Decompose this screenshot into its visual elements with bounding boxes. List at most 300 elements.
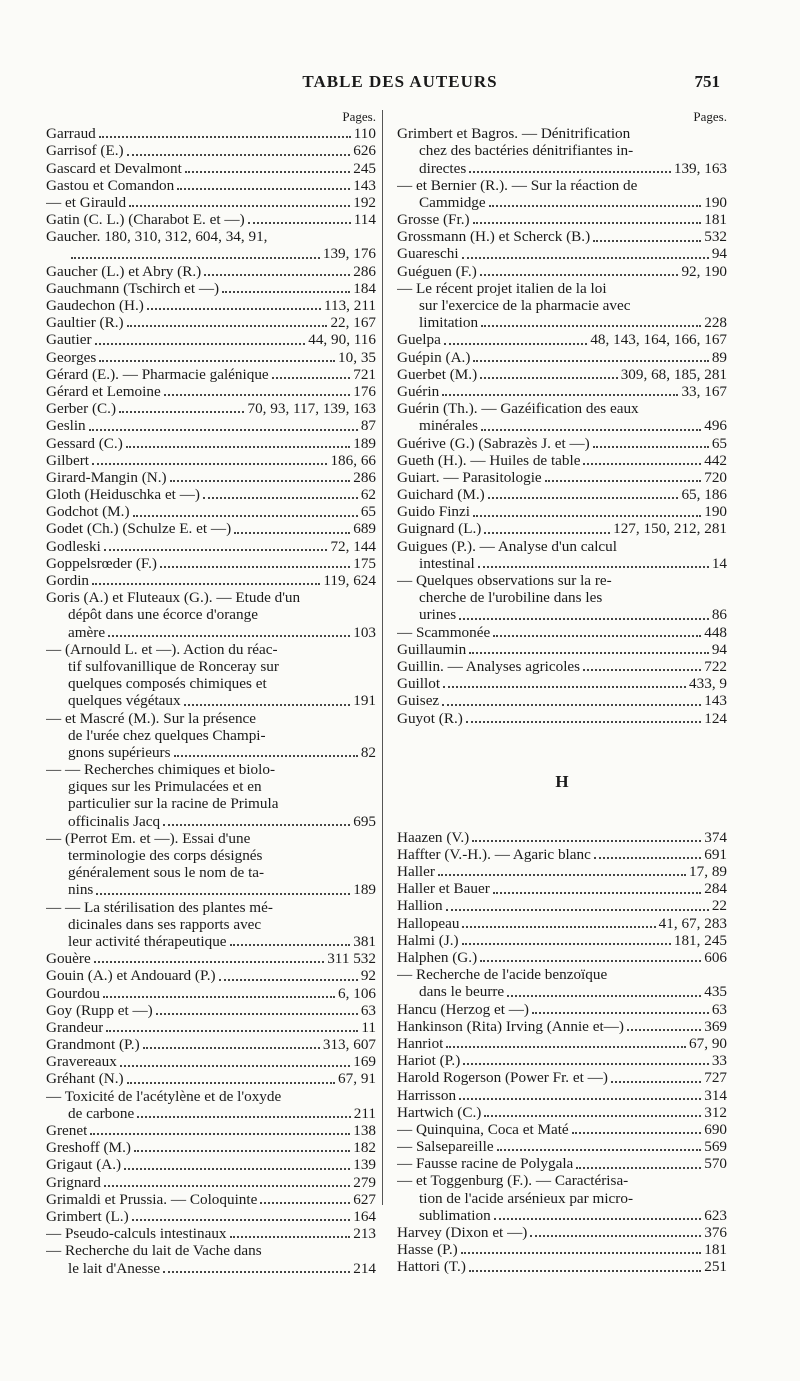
- index-entry: [397, 331, 727, 348]
- dot-leader: [71, 257, 320, 259]
- entry-text: Gastou et Comandon: [46, 176, 175, 194]
- dot-leader: [184, 704, 351, 706]
- entry-text: Guignard (L.): [397, 520, 482, 538]
- index-entry: [46, 1260, 376, 1277]
- index-entry: [46, 142, 376, 159]
- entry-pages: 313, 607: [322, 1036, 376, 1054]
- index-entry: [46, 297, 376, 314]
- index-entry: [397, 228, 727, 245]
- entry-text: Guigues (P.). — Analyse d'un calcul: [397, 537, 617, 555]
- dot-leader: [89, 429, 358, 431]
- entry-pages: 189: [353, 434, 376, 452]
- index-entry: [46, 606, 376, 623]
- entry-text: — et Mascré (M.). Sur la présence: [46, 709, 257, 727]
- index-entry: [397, 1104, 727, 1121]
- entry-text: — (Arnould L. et —). Action du réac-: [46, 640, 278, 658]
- dot-leader: [164, 394, 351, 396]
- entry-text: dans le beurre: [419, 983, 505, 1001]
- index-entry: [397, 898, 727, 915]
- entry-pages: 448: [704, 623, 727, 641]
- entry-pages: 114: [353, 211, 376, 229]
- index-entry: [46, 1225, 376, 1242]
- entry-pages: 63: [360, 1001, 376, 1019]
- entry-text: Gerber (C.): [46, 400, 116, 418]
- index-entry: [397, 1241, 727, 1258]
- dot-leader: [507, 995, 701, 997]
- entry-text: intestinal: [419, 554, 475, 572]
- index-entry: [397, 692, 727, 709]
- index-entry: [46, 538, 376, 555]
- index-entry: [46, 435, 376, 452]
- entry-text: — Recherche du lait de Vache dans: [46, 1242, 262, 1260]
- entry-pages: 722: [704, 658, 727, 675]
- entry-text: Gascard et Devalmont: [46, 159, 182, 177]
- dot-leader: [203, 497, 358, 499]
- entry-pages: 94: [711, 245, 727, 263]
- entry-text: Halmi (J.): [397, 931, 459, 949]
- index-entry: [46, 813, 376, 830]
- entry-pages: 33: [711, 1052, 727, 1070]
- dot-leader: [478, 566, 709, 568]
- index-entry: [397, 1069, 727, 1086]
- entry-text: Halphen (G.): [397, 949, 478, 967]
- entry-text: Harold Rogerson (Power Fr. et —): [397, 1069, 608, 1087]
- entry-pages: 181: [704, 1241, 727, 1259]
- running-title: TABLE DES AUTEURS: [302, 72, 498, 91]
- entry-pages: 103: [353, 623, 376, 641]
- dot-leader: [127, 154, 351, 156]
- entry-pages: 62: [360, 486, 376, 504]
- index-entry: [46, 744, 376, 761]
- index-entry: [397, 538, 727, 555]
- index-entry: [397, 314, 727, 331]
- entry-text: Gauchmann (Tschirch et —): [46, 279, 220, 297]
- index-entry: [397, 400, 727, 417]
- index-entry: [397, 1035, 727, 1052]
- index-entry: [397, 658, 727, 675]
- entry-text: Guillaumin: [397, 640, 467, 658]
- entry-text: Guiart. — Parasitologie: [397, 468, 542, 486]
- entry-text: particulier sur la racine de Primula: [68, 795, 279, 813]
- dot-leader: [120, 1065, 350, 1067]
- index-entry: [397, 1190, 727, 1207]
- dot-leader: [480, 377, 618, 379]
- dot-leader: [147, 308, 321, 310]
- entry-pages: 41, 67, 283: [658, 914, 727, 932]
- index-entry: [46, 314, 376, 331]
- dot-leader: [493, 892, 701, 894]
- column-divider: [382, 110, 383, 1205]
- entry-text: Gautier: [46, 331, 92, 349]
- entry-text: Gessard (C.): [46, 434, 123, 452]
- index-entry: [46, 555, 376, 572]
- dot-leader: [96, 893, 350, 895]
- dot-leader: [92, 463, 327, 465]
- dot-leader: [480, 274, 679, 276]
- index-entry: [46, 331, 376, 348]
- dot-leader: [572, 1132, 702, 1134]
- index-entry: [397, 263, 727, 280]
- dot-leader: [185, 171, 350, 173]
- entry-pages: 138: [353, 1122, 376, 1140]
- index-entry: [397, 624, 727, 641]
- index-entry: [46, 1053, 376, 1070]
- entry-text: Hariot (P.): [397, 1052, 461, 1070]
- dot-leader: [480, 960, 701, 962]
- index-entry: [397, 349, 727, 366]
- entry-pages: 124: [704, 709, 727, 727]
- index-entry: [46, 864, 376, 881]
- entry-pages: 689: [353, 520, 376, 538]
- index-entry: [397, 675, 727, 692]
- entry-text: Grignard: [46, 1173, 101, 1191]
- entry-text: — Fausse racine de Polygala: [397, 1155, 574, 1173]
- index-entry: [397, 1207, 727, 1224]
- index-entry: [46, 796, 376, 813]
- dot-leader: [469, 1270, 701, 1272]
- entry-text: — Quelques observations sur la re-: [397, 572, 612, 590]
- index-entry: [46, 160, 376, 177]
- entry-text: Grimaldi et Prussia. — Coloquinte: [46, 1190, 258, 1208]
- entry-pages: 279: [353, 1173, 376, 1191]
- entry-pages: 63: [711, 1000, 727, 1018]
- entry-pages: 532: [704, 228, 727, 246]
- dot-leader: [442, 704, 701, 706]
- entry-pages: 381: [353, 933, 376, 950]
- entry-pages: 435: [704, 983, 727, 1001]
- index-entry: [46, 830, 376, 847]
- entry-text: Guyot (R.): [397, 709, 463, 727]
- index-entry: [46, 503, 376, 520]
- index-entry: [397, 915, 727, 932]
- entry-text: — Le récent projet italien de la loi: [397, 279, 607, 297]
- entry-pages: 92: [360, 967, 376, 985]
- entry-pages: 44, 90, 116: [308, 331, 376, 349]
- author-list-right-g: [397, 125, 727, 727]
- entry-text: Gueth (H.). — Huiles de table: [397, 451, 581, 469]
- entry-text: Gaucher. 180, 310, 312, 604, 34, 91,: [46, 228, 268, 246]
- index-entry: [46, 125, 376, 142]
- entry-text: Grandeur: [46, 1018, 104, 1036]
- dot-leader: [230, 1236, 351, 1238]
- dot-leader: [493, 635, 701, 637]
- dot-leader: [174, 755, 358, 757]
- dot-leader: [127, 325, 328, 327]
- entry-pages: 181: [704, 211, 727, 229]
- entry-text: Guido Finzi: [397, 503, 470, 521]
- entry-pages: 6, 106: [338, 984, 376, 1002]
- index-entry: [397, 366, 727, 383]
- dot-leader: [627, 1029, 701, 1031]
- entry-text: Grigaut (A.): [46, 1156, 122, 1174]
- entry-text: Guelpa: [397, 331, 441, 349]
- dot-leader: [444, 343, 587, 345]
- entry-pages: 721: [353, 365, 376, 383]
- index-entry: [46, 1088, 376, 1105]
- entry-text: Greshoff (M.): [46, 1139, 131, 1157]
- entry-text: généralement sous le nom de ta-: [68, 864, 265, 882]
- index-entry: [397, 521, 727, 538]
- entry-pages: 48, 143, 164, 166, 167: [590, 331, 727, 349]
- entry-pages: 214: [353, 1259, 376, 1277]
- index-entry: [397, 383, 727, 400]
- entry-pages: 314: [704, 1086, 727, 1104]
- entry-pages: 92, 190: [681, 262, 727, 280]
- entry-text: Gaucher (L.) et Abry (R.): [46, 262, 202, 280]
- entry-text: dépôt dans une écorce d'orange: [68, 606, 258, 624]
- entry-pages: 143: [704, 692, 727, 710]
- entry-pages: 695: [353, 812, 376, 830]
- index-entry: [46, 383, 376, 400]
- dot-leader: [129, 205, 350, 207]
- dot-leader: [481, 325, 701, 327]
- entry-pages: 286: [353, 262, 376, 280]
- entry-pages: 309, 68, 185, 281: [620, 365, 727, 383]
- left-column: [46, 108, 376, 1277]
- dot-leader: [530, 1235, 701, 1237]
- entry-text: Gaultier (R.): [46, 314, 124, 332]
- dot-leader: [156, 1013, 358, 1015]
- entry-pages: 22: [711, 897, 727, 915]
- dot-leader: [92, 583, 320, 585]
- entry-text: Guéguen (F.): [397, 262, 477, 280]
- entry-pages: 89: [711, 348, 727, 366]
- index-entry: [46, 916, 376, 933]
- entry-pages: 17, 89: [689, 863, 727, 881]
- entry-pages: 369: [704, 1017, 727, 1035]
- dot-leader: [473, 515, 701, 517]
- index-entry: [46, 177, 376, 194]
- index-entry: [46, 1019, 376, 1036]
- index-entry: [397, 983, 727, 1000]
- entry-pages: 139, 176: [322, 245, 376, 263]
- entry-pages: 65, 186: [681, 486, 727, 504]
- entry-text: Hattori (T.): [397, 1258, 466, 1276]
- entry-pages: 169: [353, 1053, 376, 1071]
- index-entry: [397, 452, 727, 469]
- dot-leader: [472, 840, 701, 842]
- author-list-right-h: [397, 829, 727, 1276]
- dot-leader: [481, 429, 701, 431]
- dot-leader: [489, 205, 702, 207]
- index-entry: [397, 142, 727, 159]
- dot-leader: [442, 394, 678, 396]
- dot-leader: [103, 996, 335, 998]
- entry-text: de l'urée chez quelques Champi-: [68, 726, 266, 744]
- index-entry: [397, 1173, 727, 1190]
- entry-pages: 86: [711, 606, 727, 624]
- dot-leader: [104, 549, 328, 551]
- entry-pages: 11: [361, 1018, 376, 1036]
- entry-text: Gréhant (N.): [46, 1070, 124, 1088]
- entry-pages: 110: [353, 125, 376, 143]
- dot-leader: [160, 566, 350, 568]
- index-entry: [397, 880, 727, 897]
- entry-text: Gouin (A.) et Andouard (P.): [46, 967, 216, 985]
- entry-text: Cammidge: [419, 193, 486, 211]
- dot-leader: [497, 1149, 702, 1151]
- entry-text: Goppelsrœder (F.): [46, 554, 157, 572]
- index-entry: [46, 366, 376, 383]
- entry-pages: 727: [704, 1069, 727, 1087]
- entry-pages: 186, 66: [330, 451, 376, 469]
- entry-text: tion de l'acide arsénieux par micro-: [419, 1189, 634, 1207]
- entry-text: directes: [419, 159, 467, 177]
- index-entry: [397, 710, 727, 727]
- entry-text: Guépin (A.): [397, 348, 471, 366]
- index-entry: [46, 400, 376, 417]
- page-header: [0, 72, 800, 96]
- index-entry: [397, 211, 727, 228]
- dot-leader: [260, 1202, 350, 1204]
- dot-leader: [469, 171, 671, 173]
- dot-leader: [462, 257, 709, 259]
- index-entry: [46, 1208, 376, 1225]
- entry-text: Guisez: [397, 692, 440, 710]
- index-entry: [46, 675, 376, 692]
- entry-pages: 311 532: [327, 950, 376, 968]
- entry-pages: 33, 167: [681, 383, 727, 400]
- entry-text: quelques végétaux: [68, 692, 181, 710]
- entry-pages: 251: [704, 1258, 727, 1276]
- dot-leader: [611, 1081, 701, 1083]
- entry-text: Hankinson (Rita) Irving (Annie et—): [397, 1017, 624, 1035]
- index-entry: [46, 985, 376, 1002]
- dot-leader: [108, 635, 350, 637]
- index-entry: [397, 606, 727, 623]
- dot-leader: [462, 926, 655, 928]
- entry-pages: 374: [704, 828, 727, 846]
- dot-leader: [219, 979, 358, 981]
- index-entry: [397, 125, 727, 142]
- index-entry: [397, 1018, 727, 1035]
- entry-pages: 213: [353, 1225, 376, 1243]
- entry-text: Gérard (E.). — Pharmacie galénique: [46, 365, 269, 383]
- entry-pages: 570: [704, 1155, 727, 1173]
- entry-text: Guérive (G.) (Sabrazès J. et —): [397, 434, 590, 452]
- dot-leader: [446, 1046, 686, 1048]
- index-entry: [397, 1121, 727, 1138]
- dot-leader: [461, 1252, 701, 1254]
- entry-pages: 190: [704, 193, 727, 211]
- index-entry: [397, 280, 727, 297]
- dot-leader: [594, 857, 701, 859]
- index-entry: [397, 1087, 727, 1104]
- dot-leader: [133, 515, 358, 517]
- dot-leader: [443, 686, 686, 688]
- index-entry: [46, 263, 376, 280]
- pages-column-header: Pages.: [342, 109, 376, 124]
- index-entry: [46, 1174, 376, 1191]
- dot-leader: [204, 274, 350, 276]
- entry-pages: 164: [353, 1208, 376, 1225]
- dot-leader: [94, 961, 325, 963]
- index-entry: [46, 1036, 376, 1053]
- entry-pages: 211: [353, 1104, 376, 1122]
- entry-pages: 569: [704, 1138, 727, 1156]
- index-entry: [46, 967, 376, 984]
- entry-pages: 189: [353, 881, 376, 899]
- dot-leader: [104, 1185, 350, 1187]
- index-entry: [397, 829, 727, 846]
- entry-pages: 245: [353, 159, 376, 177]
- dot-leader: [446, 909, 709, 911]
- entry-pages: 82: [360, 743, 376, 761]
- dot-leader: [484, 1115, 701, 1117]
- entry-text: leur activité thérapeutique: [68, 933, 227, 950]
- entry-text: Harvey (Dixon et —): [397, 1224, 528, 1242]
- entry-text: Grandmont (P.): [46, 1036, 140, 1054]
- dot-leader: [163, 824, 350, 826]
- index-entry: [397, 572, 727, 589]
- dot-leader: [95, 343, 306, 345]
- entry-pages: 433, 9: [689, 675, 727, 693]
- entry-pages: 10, 35: [338, 348, 376, 366]
- dot-leader: [473, 222, 702, 224]
- entry-text: tif sulfovanillique de Ronceray sur: [68, 658, 279, 675]
- index-entry: [397, 503, 727, 520]
- dot-leader: [222, 291, 350, 293]
- entry-pages: 626: [353, 142, 376, 160]
- dot-leader: [137, 1116, 351, 1118]
- index-entry: [397, 641, 727, 658]
- index-entry: [46, 710, 376, 727]
- entry-text: Guillin. — Analyses agricoles: [397, 658, 581, 675]
- entry-pages: 139, 163: [673, 159, 727, 177]
- dot-leader: [583, 463, 701, 465]
- index-entry: [397, 177, 727, 194]
- entry-text: Garrisof (E.): [46, 142, 124, 160]
- entry-pages: 127, 150, 212, 281: [613, 520, 727, 538]
- entry-text: — (Perrot Em. et —). Essai d'une: [46, 829, 251, 847]
- index-entry: [397, 1052, 727, 1069]
- entry-pages: 691: [704, 845, 727, 863]
- entry-text: de carbone: [68, 1104, 135, 1122]
- entry-text: quelques composés chimiques et: [68, 675, 267, 693]
- index-entry: [46, 950, 376, 967]
- page-number: 751: [694, 72, 720, 91]
- index-entry: [46, 486, 376, 503]
- entry-text: — Toxicité de l'acétylène et de l'oxyde: [46, 1087, 282, 1105]
- index-entry: [397, 469, 727, 486]
- entry-text: Gloth (Heiduschka et —): [46, 486, 200, 504]
- entry-text: cherche de l'urobiline dans les: [419, 589, 603, 607]
- entry-pages: 312: [704, 1103, 727, 1121]
- entry-text: — Scammonée: [397, 623, 491, 641]
- entry-pages: 376: [704, 1224, 727, 1242]
- entry-text: Gordin: [46, 572, 90, 590]
- index-entry: [397, 966, 727, 983]
- dot-leader: [459, 618, 709, 620]
- index-entry: [46, 933, 376, 950]
- entry-text: giques sur les Primulacées et en: [68, 778, 262, 796]
- dot-leader: [473, 360, 708, 362]
- dot-leader: [488, 497, 679, 499]
- entry-pages: 181, 245: [673, 931, 727, 949]
- dot-leader: [124, 1168, 350, 1170]
- index-entry: [46, 778, 376, 795]
- dot-leader: [134, 1150, 350, 1152]
- entry-text: Guareschi: [397, 245, 459, 263]
- entry-text: — Recherche de l'acide benzoïque: [397, 966, 608, 984]
- entry-text: Haller et Bauer: [397, 880, 490, 898]
- dot-leader: [459, 1098, 701, 1100]
- entry-text: gnons supérieurs: [68, 743, 171, 761]
- entry-text: — Quinquina, Coca et Maté: [397, 1120, 569, 1138]
- entry-text: limitation: [419, 314, 479, 332]
- entry-text: urines: [419, 606, 457, 624]
- index-entry: [46, 1071, 376, 1088]
